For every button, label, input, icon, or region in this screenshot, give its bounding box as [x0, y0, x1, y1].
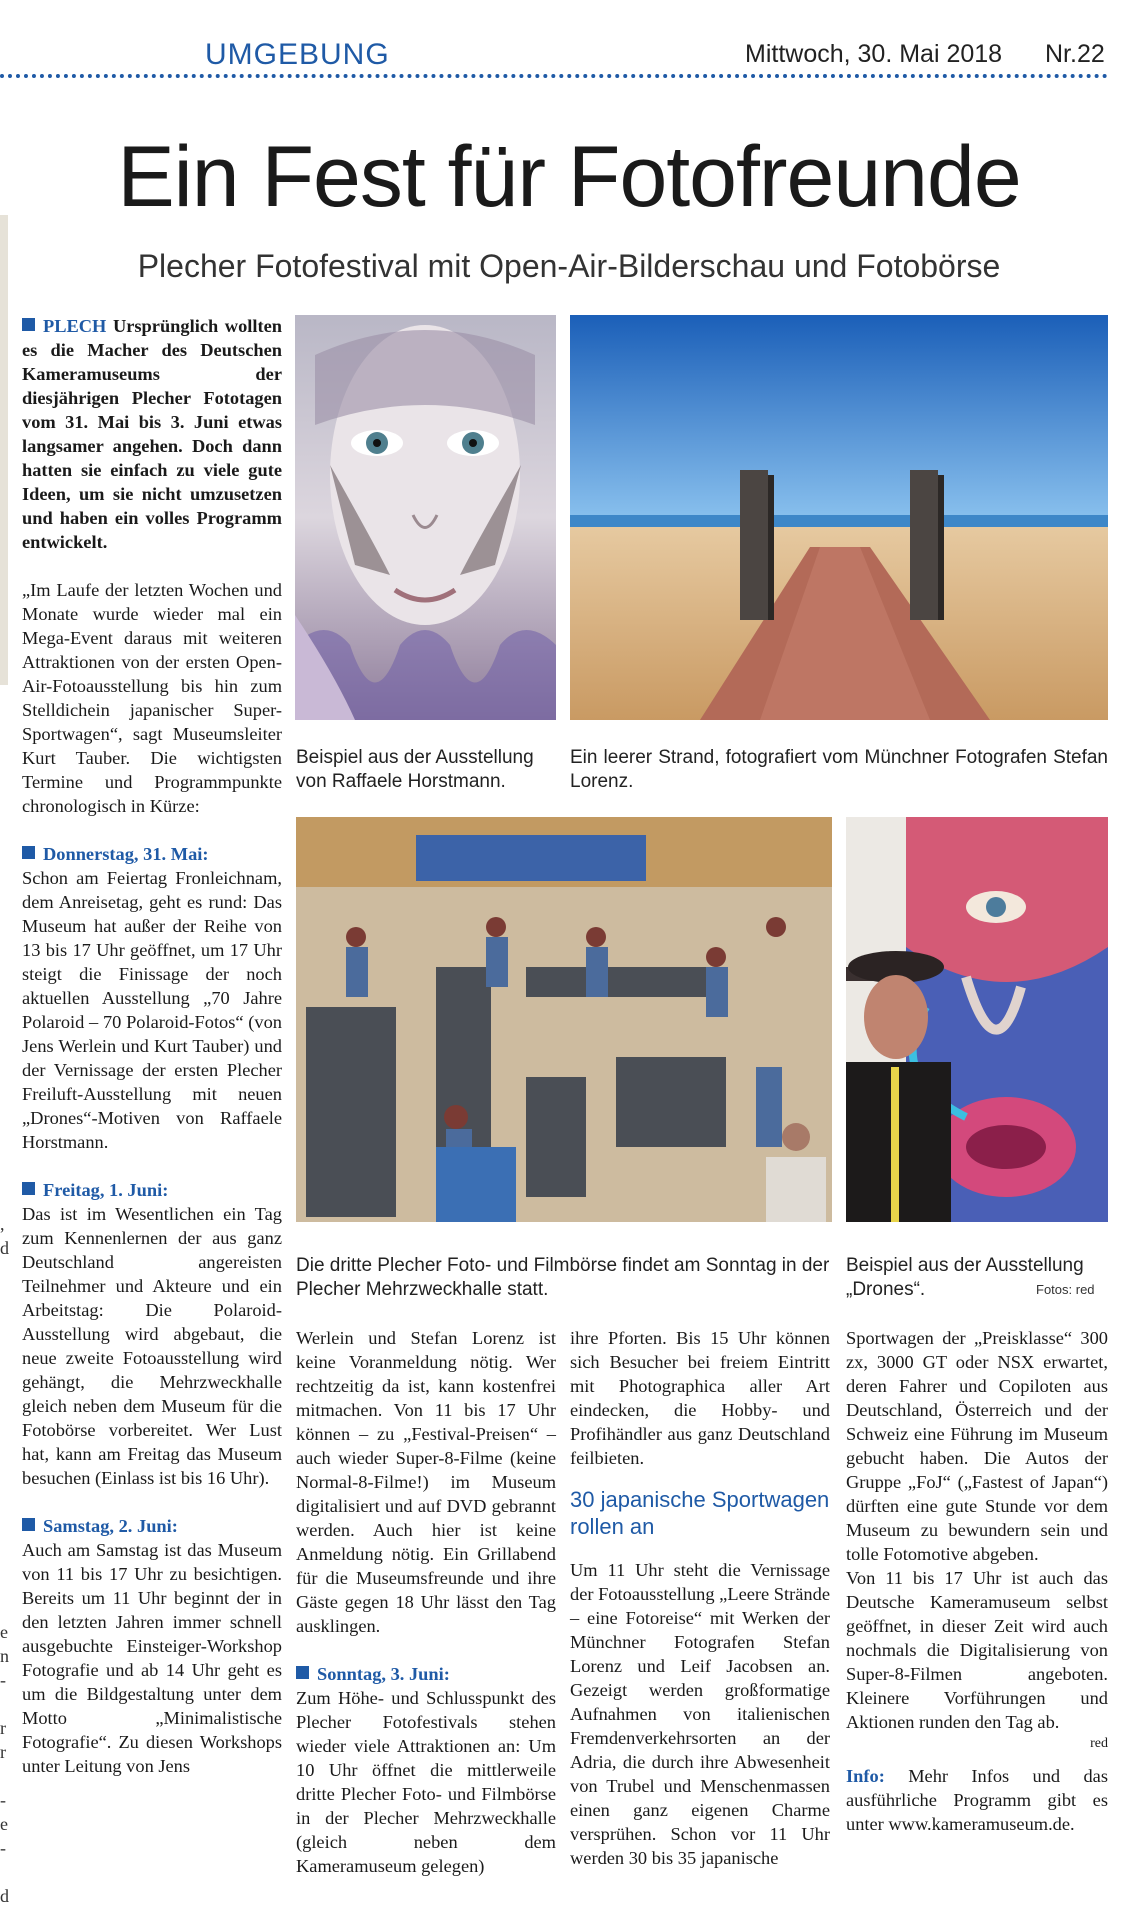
margin-fragment: e: [0, 1622, 8, 1642]
info-text: Mehr Infos und das ausführliche Programm gibt es unter www.kameramuseum.de.: [846, 1766, 1108, 1834]
margin-fragment: ,: [0, 1214, 5, 1234]
square-bullet-icon: [22, 1182, 35, 1195]
issue-number: Nr.22: [1045, 40, 1105, 68]
paragraph: Werlein und Stefan Lorenz ist keine Voranmeldung nötig. Wer rechtzeitig da ist, kann kostenfrei mitmachen. Von 11 bis 17 Uhr können – zu „Festival-Preisen“ – auch wieder Super-8-Filme (keine Normal-8-Filme!) im Museum digitalisiert und auf DVD gebrannt werden. Auch hier ist keine Anmeldung nötig. Ein Grillabend für die Museumsfreunde und ihre Gäste gegen 18 Uhr lässt den Tag ausklingen.: [296, 1328, 556, 1636]
square-bullet-icon: [296, 1666, 309, 1679]
photo-photo-fair-hall: [296, 817, 832, 1222]
subheading-sunday: Sonntag, 3. Juni:: [317, 1664, 450, 1684]
photo-empty-beach: [570, 315, 1108, 720]
caption-portrait: Beispiel aus der Ausstellung von Raffaele Horstmann.: [296, 747, 534, 792]
subheading-thursday: Donnerstag, 31. Mai:: [43, 844, 209, 864]
margin-fragment: d: [0, 1886, 9, 1906]
margin-fragment: -: [0, 1670, 6, 1690]
photo-portrait-artwork: [295, 315, 556, 720]
margin-fragment: d: [0, 1238, 9, 1258]
midheadline: 30 japanische Sportwagen rollen an: [570, 1487, 830, 1539]
margin-fragment: n: [0, 1646, 9, 1666]
subheading-friday: Freitag, 1. Juni:: [43, 1180, 169, 1200]
photo-drones-artwork: [846, 817, 1108, 1222]
caption-photo-fair: Die dritte Plecher Foto- und Filmbörse findet am Sonntag in der Plecher Mehrzweckhalle statt.: [296, 1255, 830, 1300]
article-column-2: [296, 1326, 556, 1878]
info-label: Info:: [846, 1766, 885, 1786]
article-column-1: [22, 314, 282, 1778]
page-edge: [0, 215, 8, 685]
square-bullet-icon: [22, 846, 35, 859]
margin-fragment: -: [0, 1838, 6, 1858]
paragraph: Auch am Samstag ist das Museum von 11 bis 17 Uhr zu besichtigen. Bereits um 11 Uhr beginnt der in den letzten Jahren immer schnell ausgebuchte Einsteiger-Workshop Fotografie und ab 14 Uhr geht es um die Bildgestaltung unter dem Motto „Minimalistische Fotografie“. Zu diesen Workshops unter Leitung von Jens: [22, 1540, 282, 1776]
header-divider: [0, 74, 1108, 78]
dateline: PLECH: [43, 316, 107, 336]
paragraph: Zum Höhe- und Schlusspunkt des Plecher Fotofestivals stehen wieder viele Attraktionen an: Um 10 Uhr öffnet die mittlerweile dritte Plecher Foto- und Filmbörse in der Plecher Mehrzweckhalle (gleich neben dem Kameramuseum gelegen): [296, 1688, 556, 1876]
author-initials: red: [1090, 1736, 1108, 1751]
margin-fragment: -: [0, 1790, 6, 1810]
margin-fragment: r: [0, 1718, 6, 1738]
article-lead: Ursprünglich wollten es die Macher des Deutschen Kameramuseums der diesjährigen Plecher Fototagen vom 31. Mai bis 3. Juni etwas langsamer angehen. Doch dann hatten sie einfach zu viele gute Ideen, um sie nicht umzusetzen und haben ein volles Programm entwickelt.: [22, 316, 282, 552]
headline: Ein Fest für Fotofreunde: [117, 129, 1021, 225]
square-bullet-icon: [22, 1518, 35, 1531]
article-column-3: [570, 1326, 830, 1870]
paragraph: ihre Pforten. Bis 15 Uhr können sich Besucher bei freiem Eintritt mit Photographica aller Art eindecken, die Hobby- und Profihändler aus ganz Deutschland feilbieten.: [570, 1328, 830, 1468]
paragraph: Von 11 bis 17 Uhr ist auch das Deutsche Kameramuseum selbst geöffnet, in dieser Zeit wird auch nochmals die Digitalisierung von Super-8-Filmen angeboten. Kleinere Vorführungen und Aktionen runden den Tag ab.: [846, 1568, 1108, 1732]
margin-fragment: e: [0, 1814, 8, 1834]
section-label: UMGEBUNG: [205, 38, 390, 71]
article-column-4: [846, 1326, 1108, 1836]
paragraph: „Im Laufe der letzten Wochen und Monate wurde wieder mal ein Mega-Event daraus mit weiteren Attraktionen von der ersten Open-Air-Fotoausstellung bis hin zum Stelldichein japanischer Super-Sportwagen“, sagt Museumsleiter Kurt Tauber. Die wichtigsten Termine und Programmpunkte chronologisch in Kürze:: [22, 580, 282, 816]
subheadline: Plecher Fotofestival mit Open-Air-Bilderschau und Fotobörse: [137, 248, 1001, 284]
subheading-saturday: Samstag, 2. Juni:: [43, 1516, 178, 1536]
paragraph: Schon am Feiertag Fronleichnam, dem Anreisetag, geht es rund: Das Museum hat außer der Reihe von 13 bis 17 Uhr geöffnet, um 17 Uhr steigt die Finissage der noch aktuellen Ausstellung „70 Jahre Polaroid – 70 Polaroid-Fotos“ (von Jens Werlein und Kurt Tauber) und der Vernissage der ersten Plecher Freiluft-Ausstellung mit neuen „Drones“-Motiven von Raffaele Horstmann.: [22, 868, 282, 1152]
caption-drones: Beispiel aus der Ausstellung „Drones“.: [846, 1255, 1084, 1300]
margin-fragment: r: [0, 1742, 6, 1762]
photo-credit: Fotos: red: [1036, 1282, 1095, 1297]
paragraph: Sportwagen der „Preisklasse“ 300 zx, 3000 GT oder NSX erwartet, deren Fahrer und Copiloten aus Deutschland, Österreich und der Schweiz eine Führung im Museum gebucht haben. Die Autos der Gruppe „FoJ“ („Fastest of Japan“) dürften eine gute Stunde vor dem Museum zu bewundern sein und tolle Fotomotive abgeben.: [846, 1328, 1108, 1564]
caption-beach: Ein leerer Strand, fotografiert vom Münchner Fotografen Stefan Lorenz.: [570, 747, 1108, 792]
square-bullet-icon: [22, 318, 35, 331]
paragraph: Das ist im Wesentlichen ein Tag zum Kennenlernen der aus ganz Deutschland angereisten Teilnehmer und Akteure und ein Arbeitstag: Die Polaroid-Ausstellung wird abgebaut, die neue zweite Fotoausstellung wird gehängt, die Mehrzweckhalle gleich neben dem Museum für die Fotobörse vorbereitet. Wer Lust hat, kann am Freitag das Museum besuchen (Einlass ist bis 16 Uhr).: [22, 1204, 282, 1488]
paragraph: Um 11 Uhr steht die Vernissage der Fotoausstellung „Leere Strände – eine Fotoreise“ mit Werken der Münchner Fotografen Stefan Lorenz und Leif Jacobsen an. Gezeigt werden großformatige Aufnahmen von italienischen Fremdenverkehrsorten an der Adria, die durch ihre Abwesenheit von Trubel und Menschenmassen einen ganz eigenen Charme versprühen. Schon vor 11 Uhr werden 30 bis 35 japanische: [570, 1560, 830, 1868]
issue-date: Mittwoch, 30. Mai 2018: [745, 40, 1003, 68]
